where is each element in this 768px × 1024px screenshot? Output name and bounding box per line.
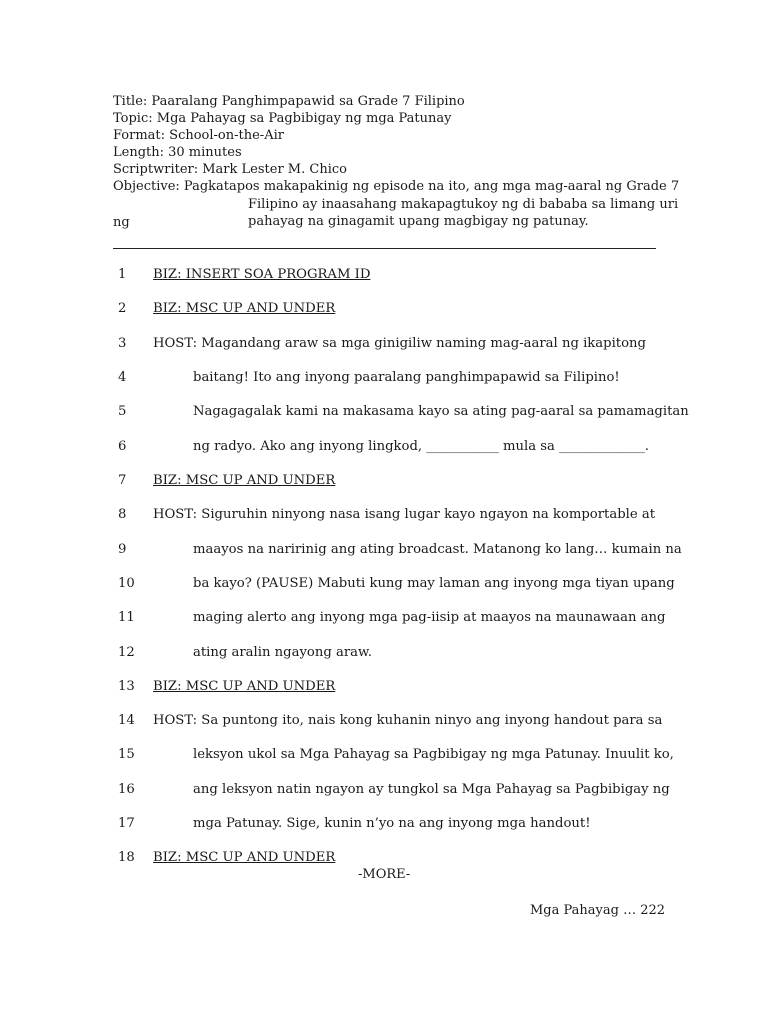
line-number: 13: [118, 679, 135, 694]
host-continuation: ating aralin ngayong araw.: [193, 645, 372, 660]
objective-continuation-1: Filipino ay inaasahang makapagtukoy ng di bababa sa limang uri: [248, 197, 679, 212]
line-number: 18: [118, 850, 135, 865]
line-number: 16: [118, 782, 135, 797]
host-line: HOST: Siguruhin ninyong nasa isang lugar kayo ngayon na komportable at: [153, 507, 656, 522]
line-number: 4: [118, 370, 127, 385]
line-number: 10: [118, 576, 135, 591]
host-continuation: ba kayo? (PAUSE) Mabuti kung may laman ang inyong mga tiyan upang: [193, 576, 675, 591]
host-continuation: maayos na naririnig ang ating broadcast. Matanong ko lang… kumain na: [193, 542, 682, 557]
line-number: 11: [118, 610, 135, 625]
line-number: 1: [118, 267, 127, 282]
biz-cue: BIZ: MSC UP AND UNDER: [153, 301, 336, 316]
host-continuation: ng radyo. Ako ang inyong lingkod, ___________ mula sa _____________.: [193, 439, 649, 454]
topic-line: Topic: Mga Pahayag sa Pagbibigay ng mga Patunay: [113, 111, 452, 126]
line-number: 8: [118, 507, 127, 522]
host-continuation: maging alerto ang inyong mga pag-iisip at maayos na maunawaan ang: [193, 610, 666, 625]
biz-cue: BIZ: INSERT SOA PROGRAM ID: [153, 267, 371, 282]
more-marker: -MORE-: [358, 867, 411, 882]
line-number: 2: [118, 301, 127, 316]
line-number: 9: [118, 542, 127, 557]
objective-line: Objective: Pagkatapos makapakinig ng episode na ito, ang mga mag-aaral ng Grade 7: [113, 179, 680, 194]
host-continuation: mga Patunay. Sige, kunin n’yo na ang inyong mga handout!: [193, 816, 591, 831]
host-continuation: Nagagagalak kami na makasama kayo sa ating pag-aaral sa pamamagitan: [193, 404, 689, 419]
line-number: 15: [118, 747, 135, 762]
length-line: Length: 30 minutes: [113, 145, 242, 160]
scriptwriter-line: Scriptwriter: Mark Lester M. Chico: [113, 162, 347, 177]
line-number: 6: [118, 439, 127, 454]
line-number: 14: [118, 713, 135, 728]
host-line: HOST: Sa puntong ito, nais kong kuhanin ninyo ang inyong handout para sa: [153, 713, 663, 728]
biz-cue: BIZ: MSC UP AND UNDER: [153, 850, 336, 865]
line-number: 5: [118, 404, 127, 419]
biz-cue: BIZ: MSC UP AND UNDER: [153, 473, 336, 488]
header-divider: [113, 248, 656, 249]
line-number: 7: [118, 473, 127, 488]
line-number: 12: [118, 645, 135, 660]
objective-ng: ng: [113, 215, 130, 230]
host-continuation: baitang! Ito ang inyong paaralang panghimpapawid sa Filipino!: [193, 370, 620, 385]
biz-cue: BIZ: MSC UP AND UNDER: [153, 679, 336, 694]
format-line: Format: School-on-the-Air: [113, 128, 284, 143]
host-continuation: ang leksyon natin ngayon ay tungkol sa Mga Pahayag sa Pagbibigay ng: [193, 782, 670, 797]
objective-continuation-2: pahayag na ginagamit upang magbigay ng patunay.: [248, 214, 589, 229]
line-number: 3: [118, 336, 127, 351]
title-line: Title: Paaralang Panghimpapawid sa Grade 7 Filipino: [113, 94, 465, 109]
host-continuation: leksyon ukol sa Mga Pahayag sa Pagbibigay ng mga Patunay. Inuulit ko,: [193, 747, 674, 762]
host-line: HOST: Magandang araw sa mga ginigiliw naming mag-aaral ng ikapitong: [153, 336, 646, 351]
page-footer: Mga Pahayag … 222: [530, 903, 666, 918]
line-number: 17: [118, 816, 135, 831]
